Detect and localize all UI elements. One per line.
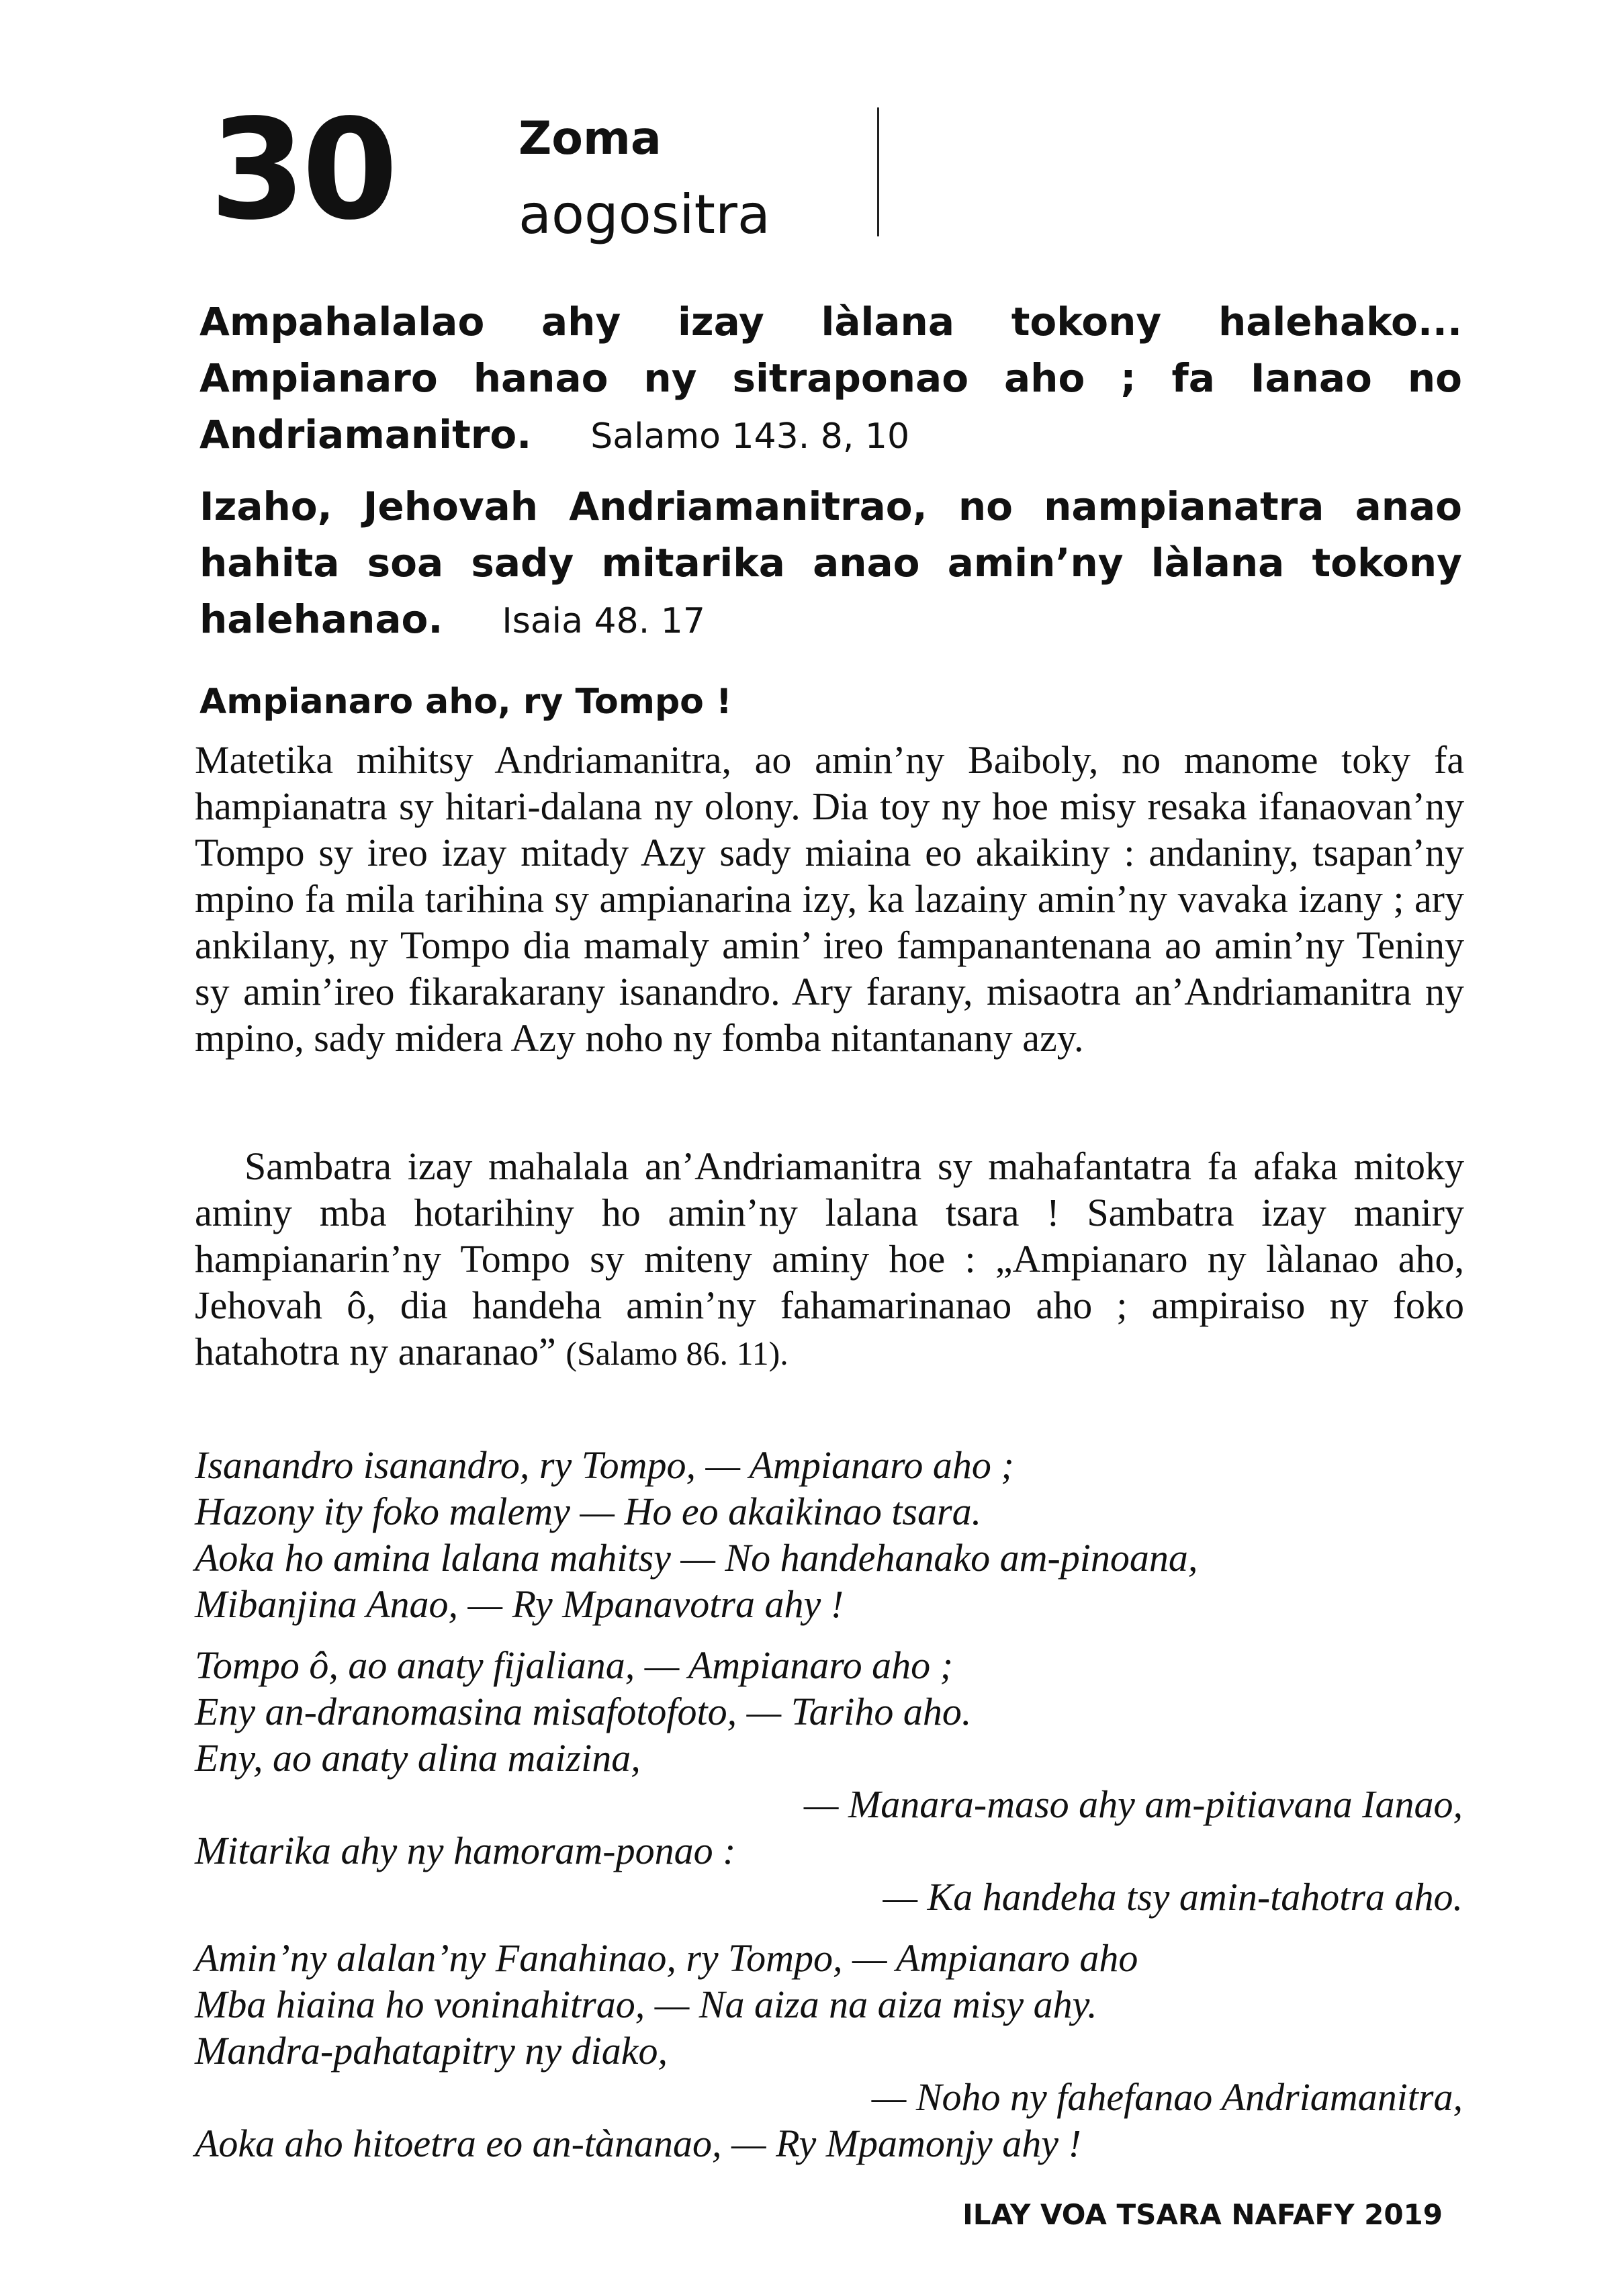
poem-line: Mitarika ahy ny hamoram-ponao : bbox=[195, 1829, 736, 1872]
poem-line: Aoka ho amina lalana mahitsy — No handehanako am-pinoana, bbox=[195, 1536, 1198, 1580]
month: aogositra bbox=[518, 183, 770, 246]
poem-line: Mibanjina Anao, — Ry Mpanavotra ahy ! bbox=[195, 1582, 844, 1626]
meditation-paragraph-2 bbox=[195, 1143, 1464, 1377]
meditation-paragraph-2-reference: (Salamo 86. 11). bbox=[566, 1334, 788, 1372]
poem-line: Tompo ô, ao anaty fijaliana, — Ampianaro aho ; bbox=[195, 1643, 953, 1687]
poem-line: Eny, ao anaty alina maizina, bbox=[195, 1736, 641, 1780]
footer-publication: ILAY VOA TSARA NAFAFY 2019 bbox=[962, 2198, 1443, 2231]
day-number: 30 bbox=[210, 89, 394, 251]
header-divider bbox=[877, 107, 879, 236]
weekday: Zoma bbox=[518, 112, 662, 165]
meditation-paragraph-2-text: Sambatra izay mahalala an’Andriamanitra sy mahafantatra fa afaka mitoky aminy mba hotarihiny ho amin’ny lalana tsara ! Sambatra izay maniry hampianarin’ny Tompo sy miteny aminy hoe : „Ampianaro ny làlanao aho, Jehovah ô, dia handeha amin’ny fahamarinanao aho ; ampiraiso ny foko hatahotra ny anaranao” bbox=[195, 1144, 1464, 1373]
poem-line: — Ka handeha tsy amin-tahotra aho. bbox=[883, 1875, 1463, 1919]
verse-1 bbox=[199, 293, 1462, 465]
meditation-paragraph-1: Matetika mihitsy Andriamanitra, ao amin’ny Baiboly, no manome toky fa hampianatra sy hitari-dalana ny olony. Dia toy ny hoe misy resaka ifanaovan’ny Tompo sy ireo izay mitady Azy sady miaina eo akaikiny : andaniny, tsapan’ny mpino fa mila tarihina sy ampianarina izy, ka lazainy amin’ny vavaka izany ; ary ankilany, ny Tompo dia mamaly amin’ ireo fampanantenana ao amin’ny Teniny sy amin’ireo fikarakarany isanandro. Ary farany, misaotra an’Andriamanitra ny mpino, sady midera Azy noho ny fomba nitantanany azy. bbox=[195, 738, 1464, 1060]
verse-2 bbox=[199, 478, 1462, 649]
poem-line: — Noho ny fahefanao Andriamanitra, bbox=[871, 2075, 1463, 2119]
verse-1-reference: Salamo 143. 8, 10 bbox=[590, 416, 910, 457]
poem-line: Amin’ny alalan’ny Fanahinao, ry Tompo, — Ampianaro aho bbox=[195, 1936, 1138, 1980]
poem-line: Eny an-dranomasina misafotofoto, — Tariho aho. bbox=[195, 1690, 972, 1733]
verse-1-text: Ampahalalao ahy izay làlana tokony halehako... Ampianaro hanao ny sitraponao aho ; fa Ianao no Andriamanitro. bbox=[199, 299, 1462, 457]
poem-line: Isanandro isanandro, ry Tompo, — Ampianaro aho ; bbox=[195, 1443, 1014, 1487]
verse-2-text: Izaho, Jehovah Andriamanitrao, no nampianatra anao hahita soa sady mitarika anao amin’ny làlana tokony halehanao. bbox=[199, 484, 1462, 642]
poem-line: Mba hiaina ho voninahitrao, — Na aiza na aiza misy ahy. bbox=[195, 1983, 1097, 2026]
poem-line: Aoka aho hitoetra eo an-tànanao, — Ry Mpamonjy ahy ! bbox=[195, 2122, 1081, 2165]
meditation-title: Ampianaro aho, ry Tompo ! bbox=[199, 682, 732, 722]
verse-2-reference: Isaia 48. 17 bbox=[502, 601, 705, 641]
poem-line: — Manara-maso ahy am-pitiavana Ianao, bbox=[803, 1782, 1463, 1826]
poem-line: Hazony ity foko malemy — Ho eo akaikinao tsara. bbox=[195, 1490, 982, 1533]
poem-line: Mandra-pahatapitry ny diako, bbox=[195, 2029, 668, 2073]
